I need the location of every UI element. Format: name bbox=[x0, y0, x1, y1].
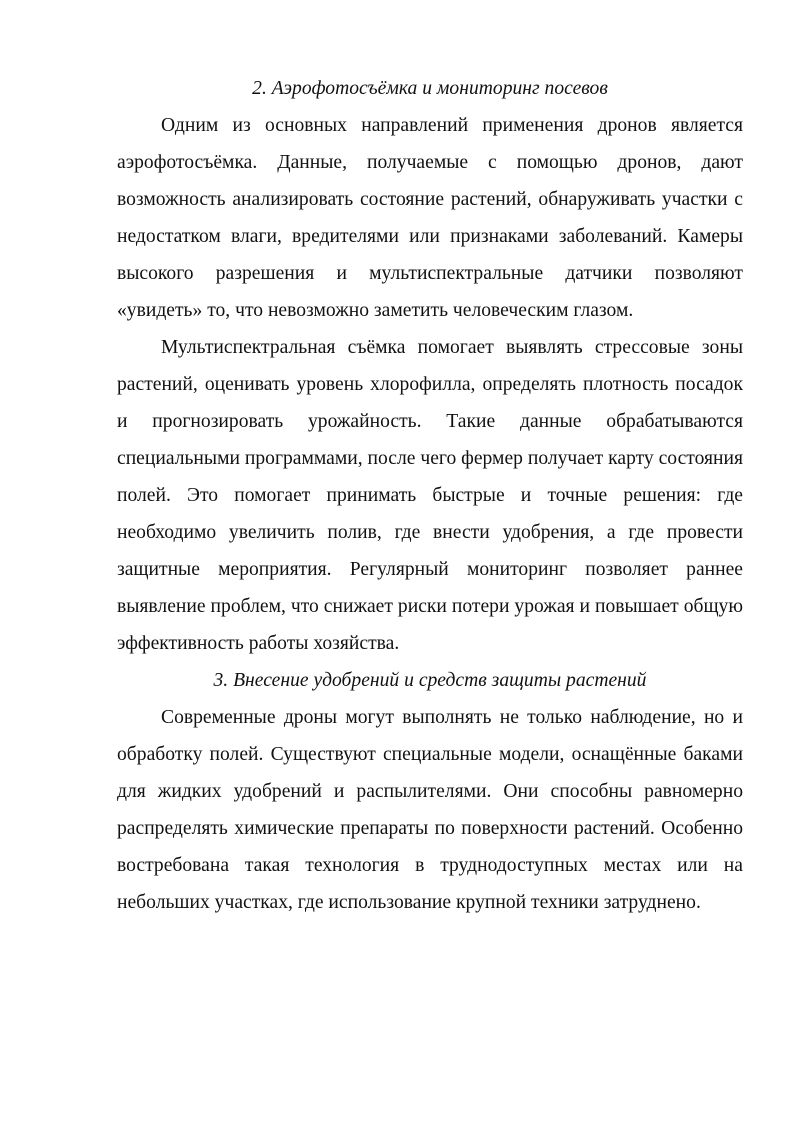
paragraph-field-treatment: Современные дроны могут выполнять не только наблюдение, но и обработку полей. Существуют специальные модели, оснащённые баками для жидких удобрений и распылителями. Они способны равномерно распределять химические препараты по поверхности растений. Особенно востребована такая технология в труднодоступных местах или на небольших участках, где использование крупной техники затруднено. bbox=[117, 707, 743, 913]
paragraph-multispectral-survey: Мультиспектральная съёмка помогает выявлять стрессовые зоны растений, оценивать уровень хлорофилла, определять плотность посадок и прогнозировать урожайность. Такие данные обрабатываются специальными программами, после чего фермер получает карту состояния полей. Это помогает принимать быстрые и точные решения: где необходимо увеличить полив, где внести удобрения, а где провести защитные мероприятия. Регулярный мониторинг позволяет раннее выявление проблем, что снижает риски потери урожая и повышает общую эффективность работы хозяйства. bbox=[117, 337, 744, 654]
section-heading-fertilizer-application: 3. Внесение удобрений и средств защиты растений bbox=[213, 670, 647, 691]
section-heading-aerial-survey: 2. Аэрофотосъёмка и мониторинг посевов bbox=[252, 78, 608, 99]
paragraph-aerial-survey-intro: Одним из основных направлений применения дронов является аэрофотосъёмка. Данные, получаемые с помощью дронов, дают возможность анализировать состояние растений, обнаруживать участки с недостатком влаги, вредителями или признаками заболеваний. Камеры высокого разрешения и мультиспектральные датчики позволяют «увидеть» то, что невозможно заметить человеческим глазом. bbox=[117, 115, 743, 321]
document-page bbox=[117, 70, 743, 921]
